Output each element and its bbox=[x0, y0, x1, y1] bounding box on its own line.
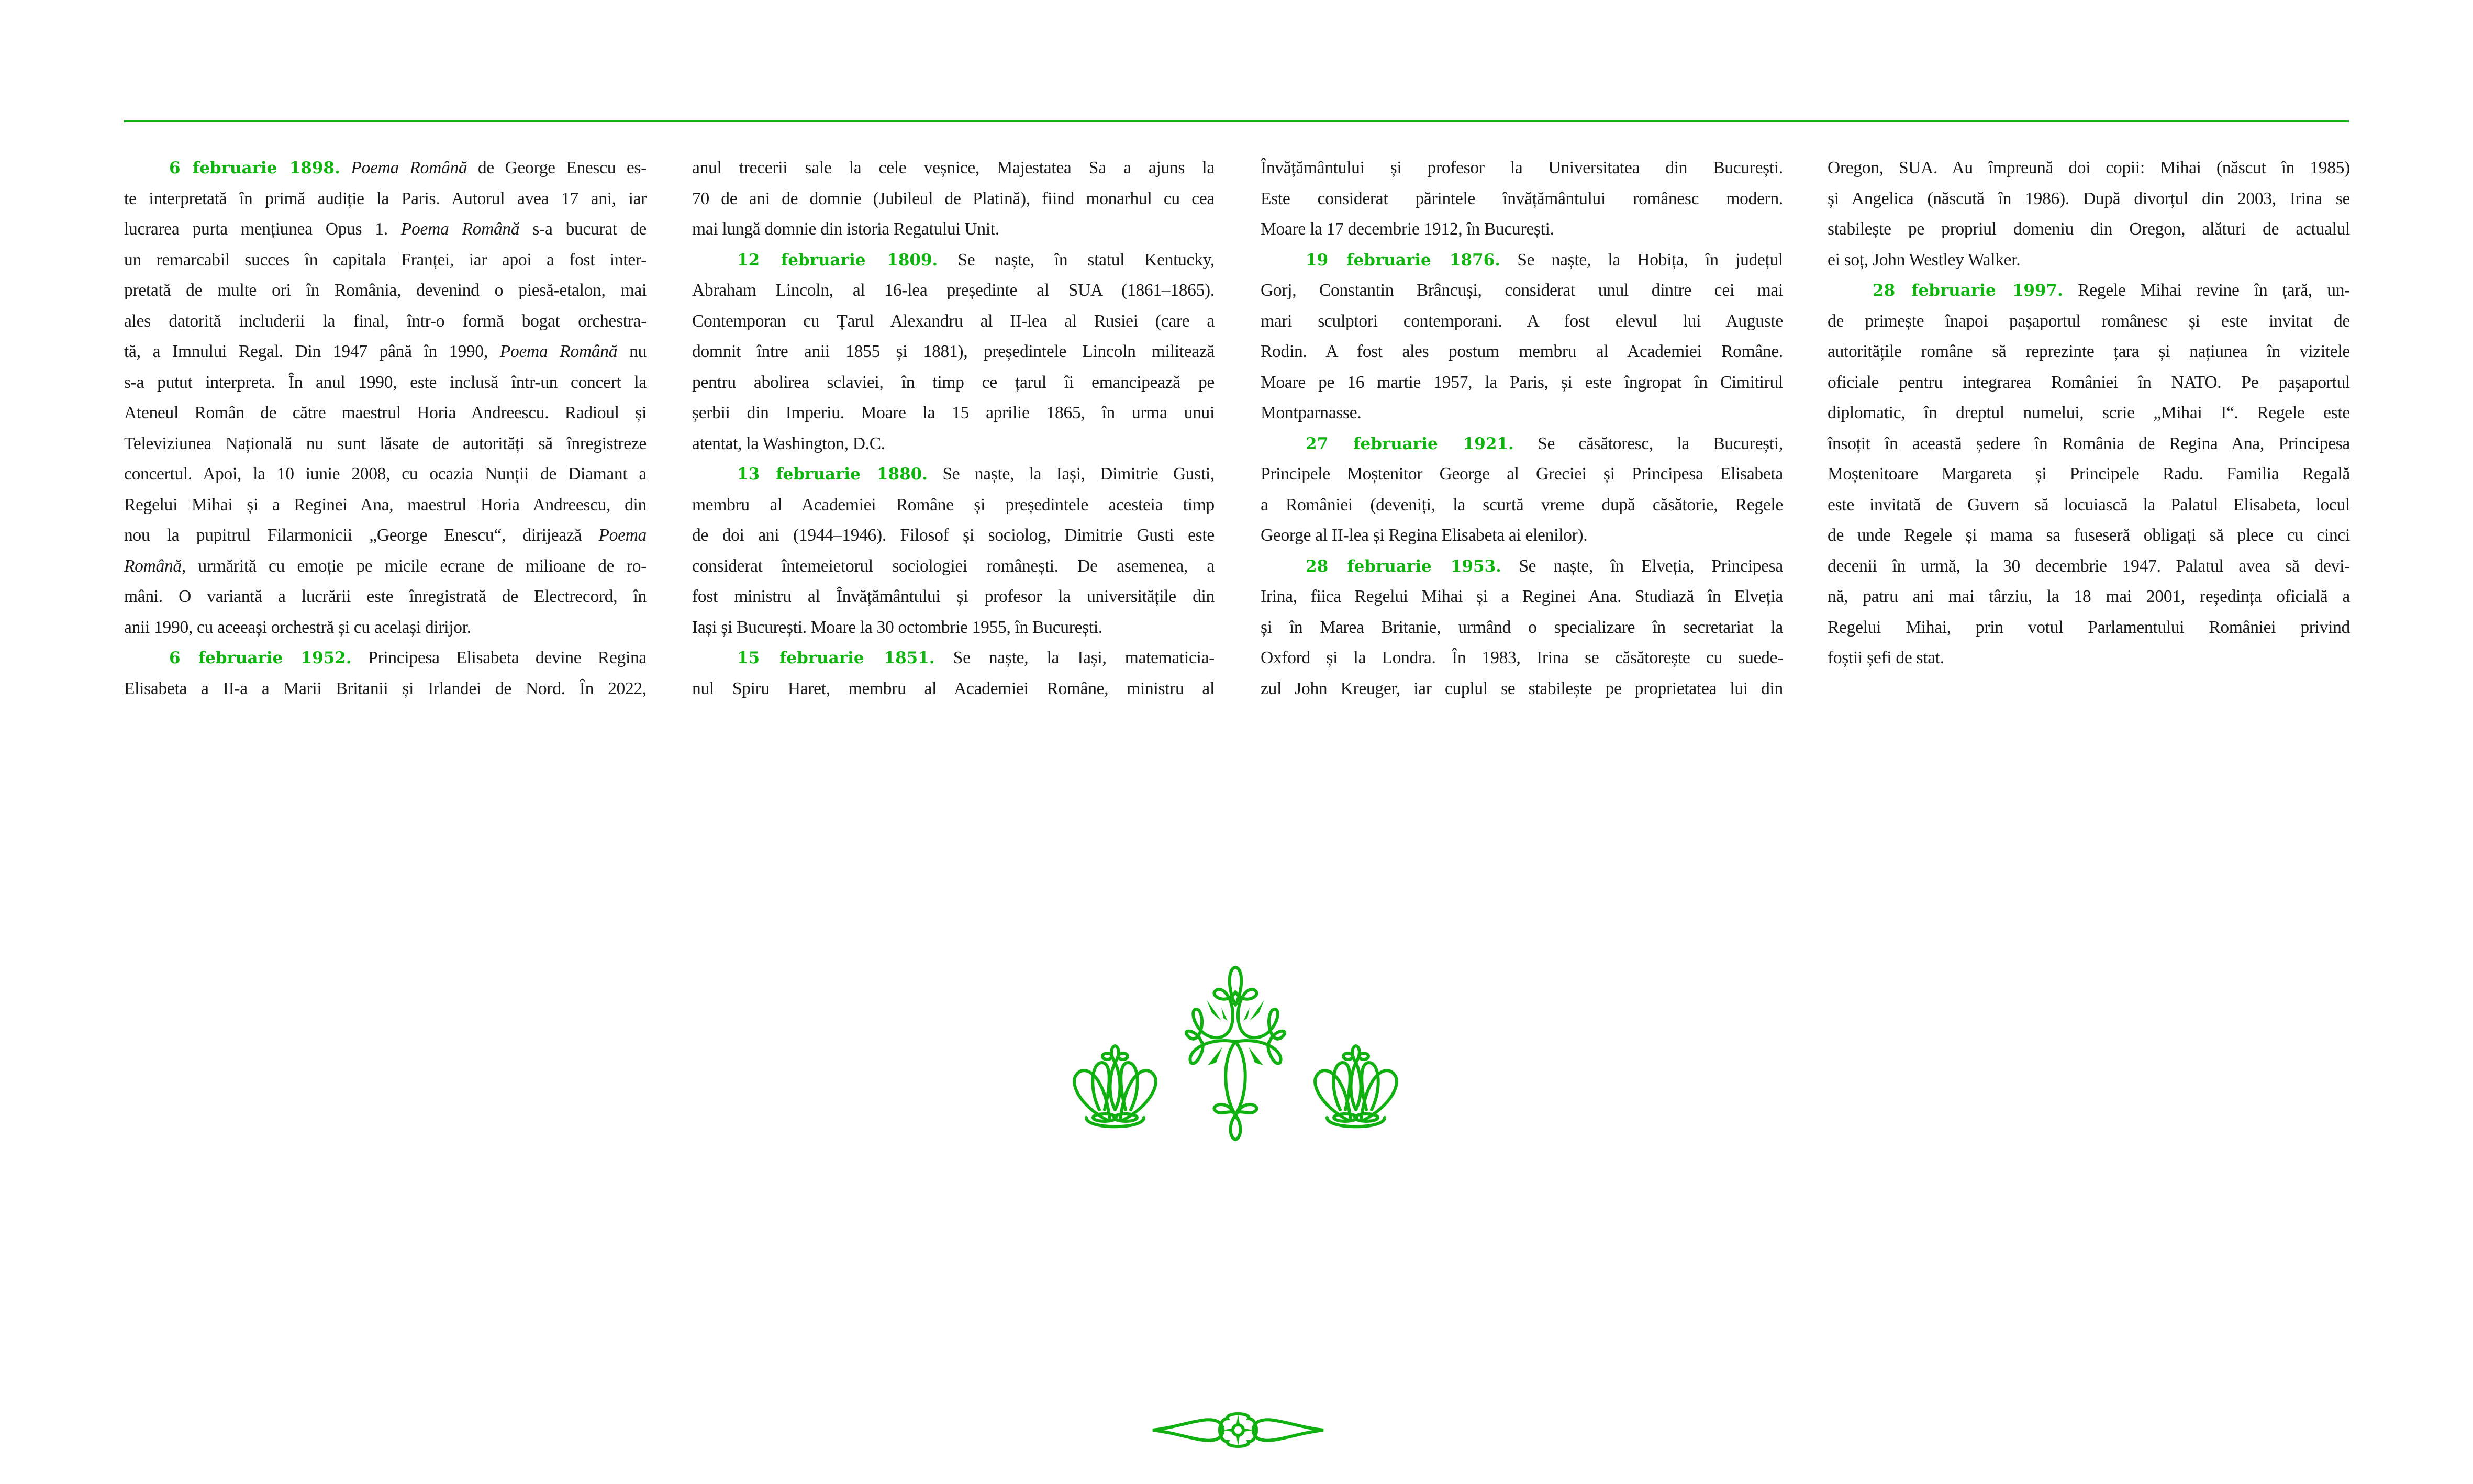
text-run: anii 1990, cu aceeași orchestră și cu același dirijor. bbox=[124, 617, 471, 637]
text-line bbox=[1828, 275, 2350, 306]
text-line bbox=[1261, 582, 1783, 612]
text-line bbox=[124, 306, 647, 337]
text-run: Iași și București. Moare la 30 octombrie 1955, în București. bbox=[692, 617, 1102, 637]
text-line bbox=[124, 520, 647, 551]
text-line bbox=[1261, 184, 1783, 215]
text-line bbox=[692, 275, 1215, 306]
cross-ornament-icon bbox=[1149, 963, 1322, 1136]
text-run: însoțit în această ședere în România de Regina Ana, Principesa bbox=[1828, 433, 2350, 453]
text-line bbox=[124, 245, 647, 276]
text-line bbox=[1828, 643, 2350, 674]
entry-date: 13 februarie 1880. bbox=[737, 465, 928, 484]
text-run: Principesa Elisabeta devine Regina bbox=[351, 648, 647, 667]
text-run: șerbii din Imperiu. Moare la 15 aprilie 1865, în urma unui bbox=[692, 403, 1215, 422]
text-line bbox=[1261, 337, 1783, 367]
text-line bbox=[124, 612, 647, 643]
text-run: nă, patru ani mai târziu, la 18 mai 2001, reședința oficială a bbox=[1828, 587, 2350, 606]
text-column-1 bbox=[124, 153, 647, 704]
text-run: ei soț, John Westley Walker. bbox=[1828, 250, 2021, 270]
text-run: stabilește pe propriul domeniu din Oregon, alături de actualul bbox=[1828, 219, 2350, 239]
work-title: Poema Română bbox=[400, 219, 520, 239]
text-run: Televiziunea Națională nu sunt lăsate de autorități să înregistreze bbox=[124, 433, 647, 453]
entry-date: 12 februarie 1809. bbox=[737, 250, 938, 270]
text-run: și în Marea Britanie, urmând o specializare în secretariat la bbox=[1261, 617, 1783, 637]
text-run: de George Enescu es- bbox=[467, 158, 647, 177]
header-rule bbox=[124, 120, 2349, 122]
text-line bbox=[124, 674, 647, 705]
text-line bbox=[692, 367, 1215, 398]
text-line bbox=[124, 551, 647, 582]
text-run: Irina, fiica Regelui Mihai și a Reginei Ana. Studiază în Elveția bbox=[1261, 587, 1783, 606]
text-line bbox=[124, 582, 647, 612]
chronology-entry bbox=[692, 153, 1215, 245]
chronology-entry bbox=[1828, 153, 2350, 275]
entry-date: 6 februarie 1952. bbox=[169, 649, 352, 667]
text-line bbox=[1261, 674, 1783, 705]
text-run: diplomatic, în dreptul numelui, scrie „Mihai I“. Regele este bbox=[1828, 403, 2350, 422]
text-line bbox=[692, 459, 1215, 490]
text-line bbox=[1828, 214, 2350, 245]
text-run: decenii în urmă, la 30 decembrie 1947. Palatul avea să devi- bbox=[1828, 556, 2350, 576]
text-line bbox=[1828, 306, 2350, 337]
text-run: Moare pe 16 martie 1957, la Paris, și este îngropat în Cimitirul bbox=[1261, 372, 1783, 392]
text-line bbox=[1828, 459, 2350, 490]
text-line bbox=[1261, 612, 1783, 643]
text-line bbox=[1828, 184, 2350, 215]
text-run: nul Spiru Haret, membru al Academiei Române, ministru al bbox=[692, 678, 1215, 698]
text-line bbox=[1261, 520, 1783, 551]
text-run bbox=[340, 158, 351, 177]
text-line bbox=[1828, 551, 2350, 582]
text-run: nou la pupitrul Filarmonicii „George Enescu“, dirijează bbox=[124, 526, 599, 545]
text-run: , urmărită cu emoție pe micile ecrane de milioane de ro- bbox=[181, 556, 647, 576]
text-run: atentat, la Washington, D.C. bbox=[692, 433, 885, 453]
text-run: nu bbox=[617, 342, 647, 361]
text-run: Contemporan cu Țarul Alexandru al II-lea al Rusiei (care a bbox=[692, 311, 1215, 331]
entry-date: 19 februarie 1876. bbox=[1306, 250, 1500, 270]
text-line bbox=[124, 367, 647, 398]
text-run: George al II-lea și Regina Elisabeta ai elenilor). bbox=[1261, 526, 1588, 545]
text-line bbox=[1828, 582, 2350, 612]
text-run: anul trecerii sale la cele veșnice, Majestatea Sa a ajuns la bbox=[692, 158, 1215, 177]
text-run: Se naște, în statul Kentucky, bbox=[938, 250, 1215, 270]
text-run: a României (deveniți, la scurtă vreme după căsătorie, Regele bbox=[1261, 495, 1783, 515]
text-line bbox=[124, 184, 647, 215]
text-run: domnit între anii 1855 și 1881), președintele Lincoln militează bbox=[692, 342, 1215, 361]
text-run: mari sculptori contemporani. A fost elevul lui Auguste bbox=[1261, 311, 1783, 331]
text-run: 70 de ani de domnie (Jubileul de Platină), fiind monarhul cu cea bbox=[692, 188, 1215, 208]
text-line bbox=[692, 306, 1215, 337]
text-run: pentru abolirea sclaviei, în timp ce țarul îi emancipează pe bbox=[692, 372, 1215, 392]
text-run: Se naște, la Iași, matematicia- bbox=[934, 648, 1215, 667]
text-line bbox=[124, 214, 647, 245]
text-run: pretată de multe ori în România, devenind o piesă-etalon, mai bbox=[124, 281, 647, 300]
text-run: autoritățile române să reprezinte țara și națiunea în vizitele bbox=[1828, 342, 2350, 361]
entry-date: 15 februarie 1851. bbox=[737, 649, 935, 667]
text-line bbox=[692, 490, 1215, 521]
text-line bbox=[1261, 214, 1783, 245]
text-run: Principele Moștenitor George al Greciei și Principesa Elisabeta bbox=[1261, 464, 1783, 484]
text-column-3 bbox=[1261, 153, 1783, 704]
text-run: mâni. O variantă a lucrării este înregistrată de Electrecord, în bbox=[124, 587, 647, 606]
text-line bbox=[692, 245, 1215, 276]
entry-date: 28 februarie 1953. bbox=[1306, 556, 1501, 576]
text-run: Învățământului și profesor la Universitatea din București. bbox=[1261, 158, 1783, 177]
text-run: s-a bucurat de bbox=[519, 219, 647, 239]
text-line bbox=[692, 429, 1215, 460]
text-line bbox=[1828, 245, 2350, 276]
chronology-entry bbox=[1261, 245, 1783, 429]
text-run: Se naște, în Elveția, Principesa bbox=[1501, 556, 1783, 576]
text-line bbox=[1828, 612, 2350, 643]
text-run: foștii șefi de stat. bbox=[1828, 648, 1944, 667]
text-run: și Angelica (născută în 1986). După divorțul din 2003, Irina se bbox=[1828, 188, 2350, 208]
text-run: Abraham Lincoln, al 16-lea președinte al SUA (1861–1865). bbox=[692, 281, 1215, 300]
chronology-entry bbox=[124, 153, 647, 643]
text-line bbox=[1828, 153, 2350, 184]
text-run: Este considerat părintele învățământului românesc modern. bbox=[1261, 188, 1783, 208]
text-run: lucrarea purta mențiunea Opus 1. bbox=[124, 219, 401, 239]
text-run: de primește înapoi pașaportul românesc și este invitat de bbox=[1828, 311, 2350, 331]
text-run: Regelui Mihai și a Reginei Ana, maestrul Horia Andreescu, din bbox=[124, 495, 647, 515]
crown-ornament-left-icon bbox=[1068, 1042, 1162, 1136]
text-line bbox=[1261, 490, 1783, 521]
text-run: considerat întemeietorul sociologiei românești. De asemenea, a bbox=[692, 556, 1215, 576]
text-run: Moștenitoare Margareta și Principele Radu. Familia Regală bbox=[1828, 464, 2350, 484]
text-line bbox=[692, 153, 1215, 184]
text-run: Rodin. A fost ales postum membru al Academiei Române. bbox=[1261, 342, 1783, 361]
entry-date: 6 februarie 1898. bbox=[169, 159, 340, 177]
footer-flourish-icon bbox=[1152, 1403, 1324, 1455]
text-line bbox=[692, 612, 1215, 643]
text-run: de doi ani (1944–1946). Filosof și sociolog, Dimitrie Gusti este bbox=[692, 526, 1215, 545]
text-run: tă, a Imnului Regal. Din 1947 până în 1990, bbox=[124, 342, 500, 361]
text-run: este invitată de Guvern să locuiască la Palatul Elisabeta, locul bbox=[1828, 495, 2350, 515]
text-line bbox=[1261, 245, 1783, 276]
text-run: membru al Academiei Române și președintele acesteia timp bbox=[692, 495, 1215, 515]
text-run: zul John Kreuger, iar cuplul se stabilește pe proprietatea lui din bbox=[1261, 678, 1783, 698]
text-line bbox=[1828, 490, 2350, 521]
text-line bbox=[124, 429, 647, 460]
text-run: de unde Regele și mama sa fuseseră obligați să plece cu cinci bbox=[1828, 526, 2350, 545]
chronology-entry bbox=[1261, 429, 1783, 551]
text-run: ales datorită includerii la final, într-o formă bogat orchestra- bbox=[124, 311, 647, 331]
text-line bbox=[1828, 398, 2350, 429]
work-title: Poema bbox=[598, 526, 647, 545]
text-line bbox=[692, 582, 1215, 612]
text-line bbox=[1261, 551, 1783, 582]
text-run: te interpretată în primă audiție la Paris. Autorul avea 17 ani, iar bbox=[124, 188, 647, 208]
entry-date: 27 februarie 1921. bbox=[1306, 434, 1514, 453]
text-run: oficiale pentru integrarea României în NATO. Pe pașaportul bbox=[1828, 372, 2350, 392]
chronology-entry bbox=[1261, 551, 1783, 705]
text-line bbox=[1261, 275, 1783, 306]
entry-date: 28 februarie 1997. bbox=[1873, 281, 2063, 300]
chronology-entry bbox=[124, 643, 647, 704]
text-line bbox=[692, 398, 1215, 429]
text-line bbox=[1261, 153, 1783, 184]
text-run: un remarcabil succes în capitala Franței, iar apoi a fost inter- bbox=[124, 250, 647, 270]
text-run: Moare la 17 decembrie 1912, în București. bbox=[1261, 219, 1554, 239]
crown-ornament-right-icon bbox=[1309, 1042, 1403, 1136]
chronology-entry bbox=[692, 643, 1215, 704]
text-line bbox=[692, 674, 1215, 705]
text-line bbox=[692, 551, 1215, 582]
text-run: Se naște, la Iași, Dimitrie Gusti, bbox=[928, 464, 1215, 484]
text-line bbox=[1261, 459, 1783, 490]
text-line bbox=[1828, 520, 2350, 551]
text-line bbox=[1261, 643, 1783, 674]
work-title: Română bbox=[124, 556, 182, 576]
text-run: concertul. Apoi, la 10 iunie 2008, cu ocazia Nunții de Diamant a bbox=[124, 464, 647, 484]
text-line bbox=[1261, 398, 1783, 429]
text-line bbox=[1261, 429, 1783, 460]
chronology-entry bbox=[1828, 275, 2350, 674]
text-run: Gorj, Constantin Brâncuși, considerat unul dintre cei mai bbox=[1261, 281, 1783, 300]
text-line bbox=[124, 275, 647, 306]
text-column-2 bbox=[692, 153, 1215, 704]
text-line bbox=[1828, 429, 2350, 460]
text-run: mai lungă domnie din istoria Regatului Unit. bbox=[692, 219, 999, 239]
text-line bbox=[692, 214, 1215, 245]
text-line bbox=[124, 490, 647, 521]
chronology-entry bbox=[692, 245, 1215, 460]
text-line bbox=[124, 153, 647, 184]
text-line bbox=[1261, 306, 1783, 337]
text-line bbox=[1828, 337, 2350, 367]
text-run: Regelui Mihai, prin votul Parlamentului României privind bbox=[1828, 617, 2350, 637]
text-line bbox=[1828, 367, 2350, 398]
text-line bbox=[692, 520, 1215, 551]
text-run: Oregon, SUA. Au împreună doi copii: Mihai (născut în 1985) bbox=[1828, 158, 2350, 177]
chronology-entry bbox=[692, 459, 1215, 643]
work-title: Poema Română bbox=[499, 342, 618, 361]
text-line bbox=[124, 398, 647, 429]
text-run: Oxford și la Londra. În 1983, Irina se căsătorește cu suede- bbox=[1261, 648, 1783, 667]
text-run: Se naște, la Hobița, în județul bbox=[1500, 250, 1783, 270]
text-line bbox=[124, 643, 647, 674]
text-run: Se căsătoresc, la București, bbox=[1513, 433, 1783, 453]
text-run: Regele Mihai revine în țară, un- bbox=[2063, 281, 2350, 300]
text-line bbox=[124, 459, 647, 490]
work-title: Poema Română bbox=[351, 158, 467, 177]
text-line bbox=[692, 337, 1215, 367]
chronology-entry bbox=[1261, 153, 1783, 245]
text-run: fost ministru al Învățământului și profesor la universitățile din bbox=[692, 587, 1215, 606]
text-run: Montparnasse. bbox=[1261, 403, 1362, 422]
text-line bbox=[1261, 367, 1783, 398]
text-line bbox=[124, 337, 647, 367]
text-line bbox=[692, 184, 1215, 215]
text-run: Elisabeta a II-a a Marii Britanii și Irlandei de Nord. În 2022, bbox=[124, 678, 647, 698]
text-run: Ateneul Român de către maestrul Horia Andreescu. Radioul și bbox=[124, 403, 647, 422]
text-column-4 bbox=[1828, 153, 2350, 674]
text-line bbox=[692, 643, 1215, 674]
text-run: s-a putut interpreta. În anul 1990, este inclusă într-un concert la bbox=[124, 372, 647, 392]
